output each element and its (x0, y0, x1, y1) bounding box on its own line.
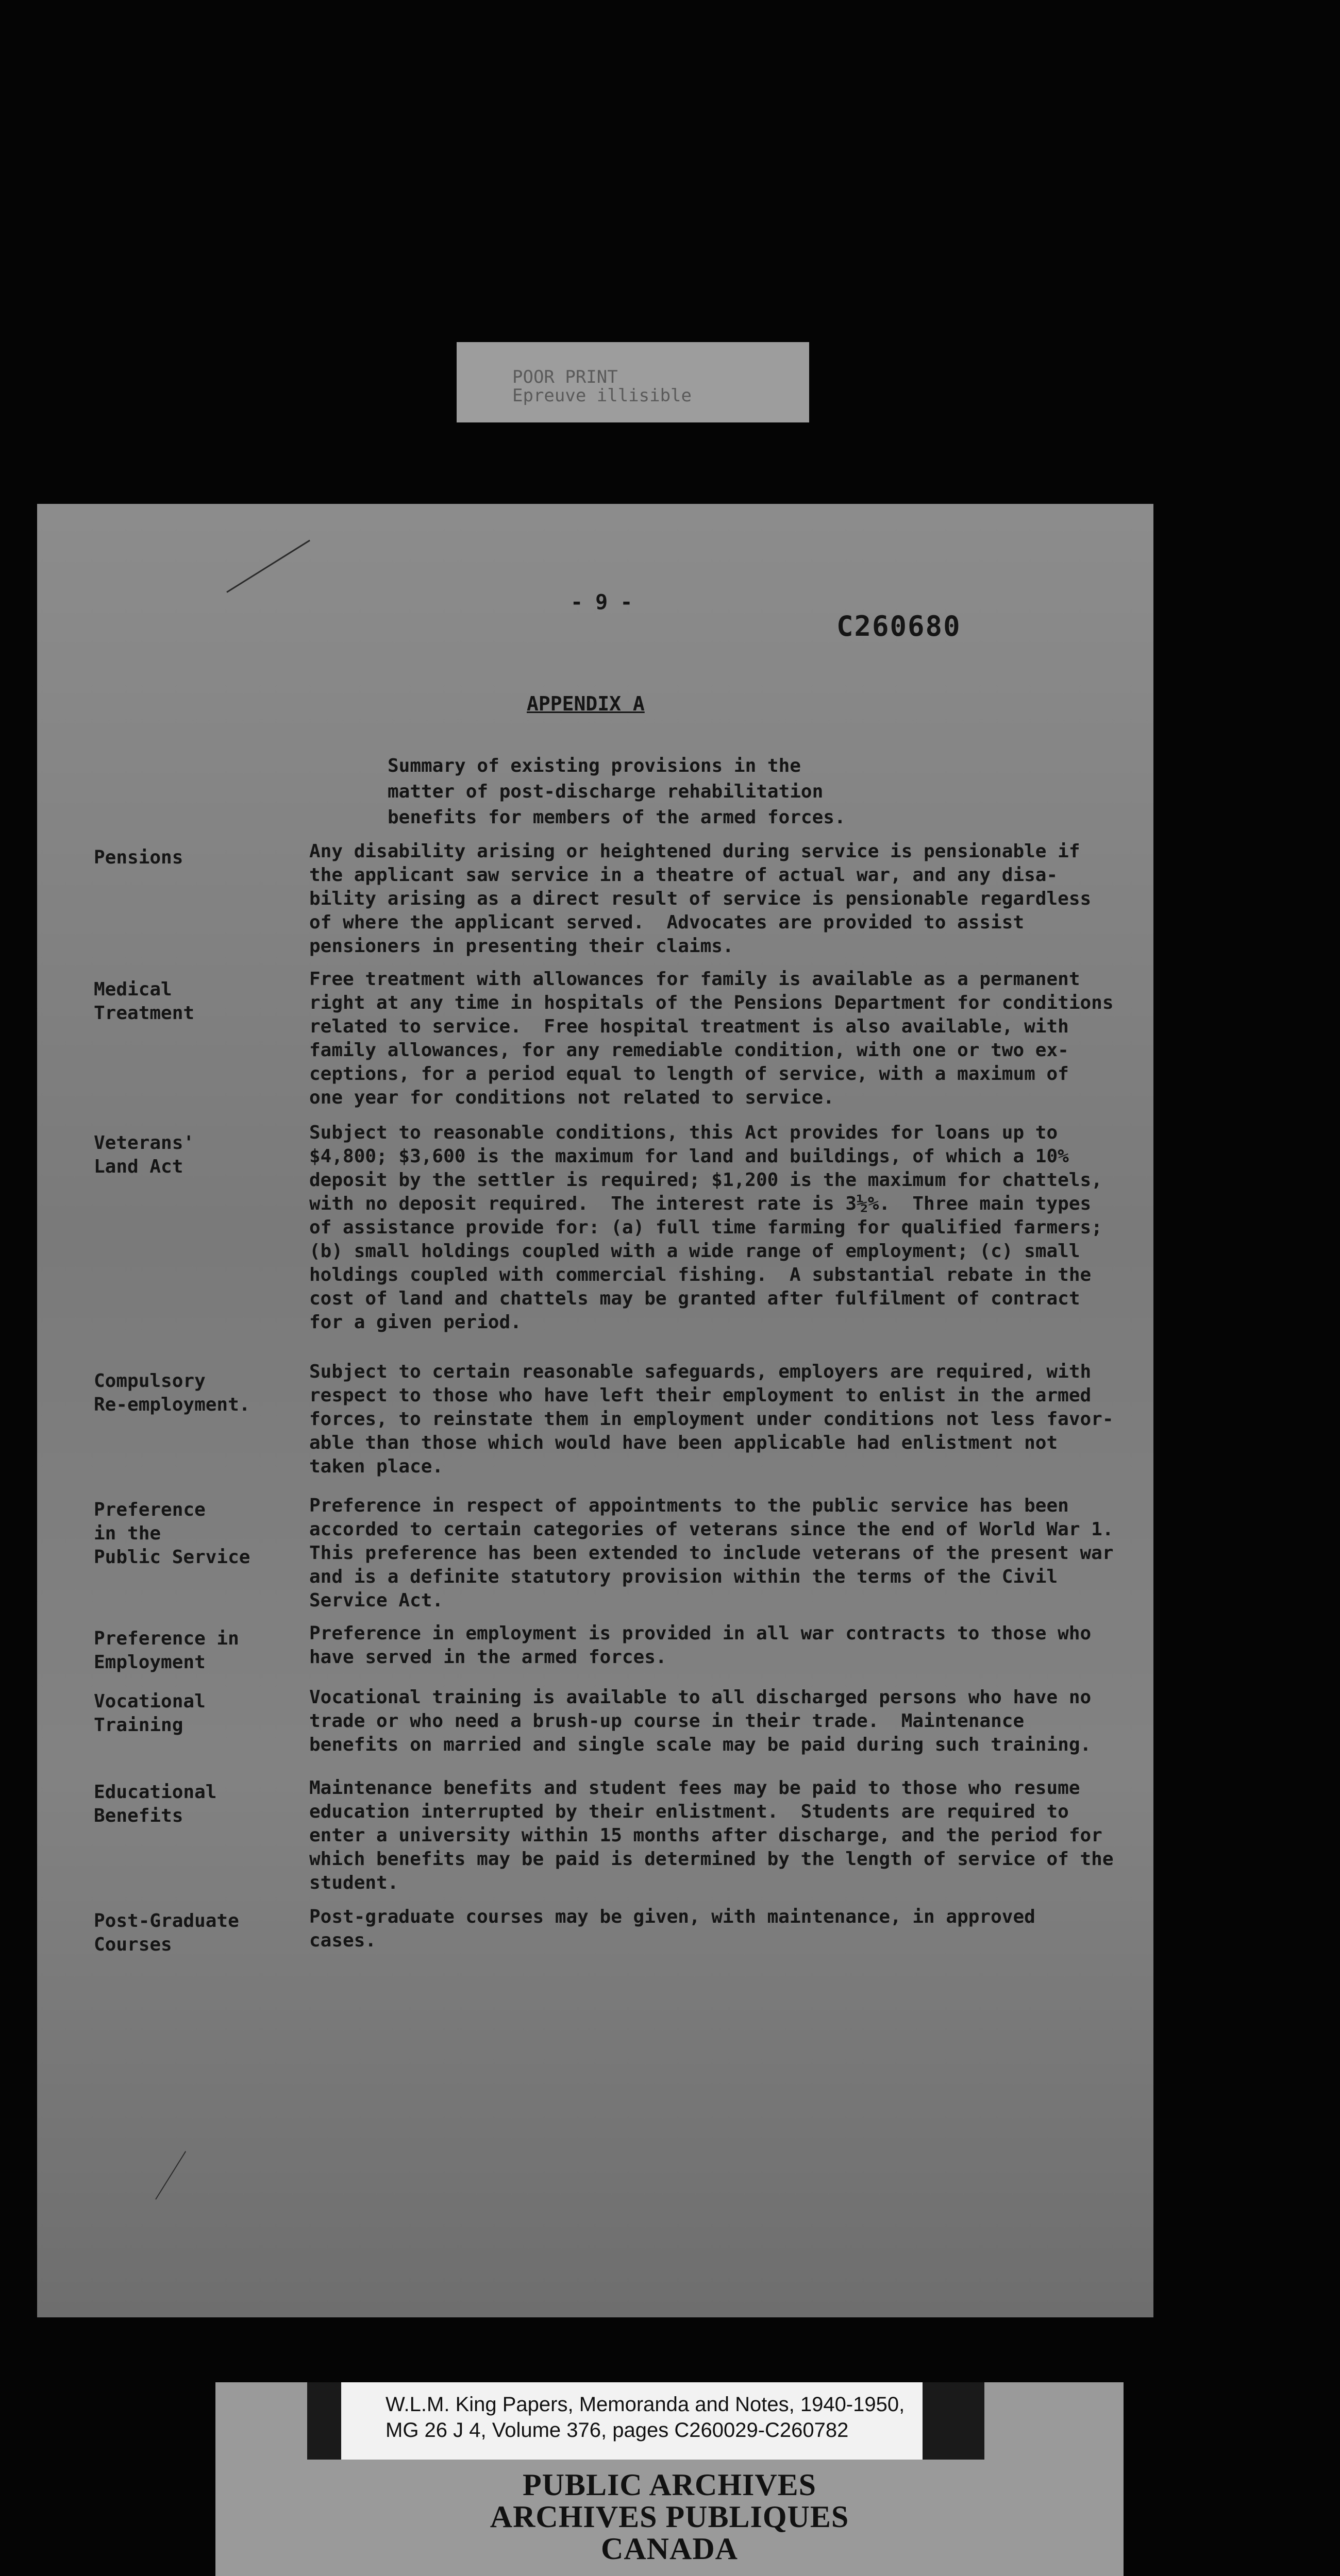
summary-heading: Summary of existing provisions in the matter of post-discharge rehabilitation benefits for members of the armed forces. (388, 755, 846, 828)
section-text-post-graduate-courses: Post-graduate courses may be given, with maintenance, in approved cases. (309, 1906, 1035, 1951)
citation-line1: W.L.M. King Papers, Memoranda and Notes, 1940-1950, (386, 2393, 905, 2416)
section-text-veterans-land-act: Subject to reasonable conditions, this Act provides for loans up to $4,800; $3,600 is the maximum for land and buildings, of which a 10% deposit by the settler is required; $1,200 is the maximum for chattels, with no deposit required. The interest rate is 3½%. Three main types of assistance provide for: (a) full time farming for qualified farmers; (b) small holdings coupled with a wide range of employment; (c) small holdings coupled with commercial fishing. A substantial rebate in the cost of land and chattels may be granted after fulfilment of contract for a given period. (309, 1122, 1102, 1333)
section-text-vocational-training: Vocational training is available to all discharged persons who have no trade or who need a brush-up course in their trade. Maintenance benefits on married and single scale may be paid during such training. (309, 1687, 1092, 1755)
stamp-line3: CANADA (601, 2532, 738, 2566)
section-label-compulsory-reemployment: Compulsory Re-employment. (94, 1370, 250, 1415)
section-text-preference-employment: Preference in employment is provided in all war contracts to those who have served in the armed forces. (309, 1623, 1092, 1668)
poor-print-line2: Epreuve illisible (512, 385, 692, 406)
scratch-mark (226, 540, 310, 593)
section-label-post-graduate-courses: Post-Graduate Courses (94, 1910, 239, 1955)
section-label-veterans-land-act: Veterans' Land Act (94, 1132, 195, 1177)
document-page (37, 504, 1153, 2317)
section-label-vocational-training: Vocational Training (94, 1691, 206, 1736)
document-id: C260680 (836, 610, 961, 642)
appendix-title: APPENDIX A (527, 692, 645, 715)
section-label-pensions: Pensions (94, 847, 183, 868)
archive-card (215, 2382, 1124, 2576)
stamp-line2: ARCHIVES PUBLIQUES (490, 2500, 849, 2534)
section-label-educational-benefits: Educational Benefits (94, 1782, 217, 1826)
archives-stamp (215, 2469, 1124, 2565)
scratch-mark (155, 2151, 186, 2199)
section-label-public-service: Preference in the Public Service (94, 1499, 250, 1568)
section-text-compulsory-reemployment: Subject to certain reasonable safeguards, employers are required, with respect to those who have left their employment to enlist in the armed forces, to reinstate them in employment under conditions not less favor- able than those which would have been applicable had enlistment not taken place. (309, 1361, 1114, 1477)
section-text-pensions: Any disability arising or heightened during service is pensionable if the applicant saw service in a theatre of actual war, and any disa- bility arising as a direct result of service is pensionable regardless of where the applicant served. Advocates are provided to assist pensioners in presenting their claims. (309, 841, 1092, 957)
stamp-line1: PUBLIC ARCHIVES (522, 2468, 817, 2502)
page-number: - 9 - (571, 590, 633, 614)
citation-line2: MG 26 J 4, Volume 376, pages C260029-C260782 (386, 2419, 849, 2442)
poor-print-line1: POOR PRINT (512, 367, 618, 387)
section-text-educational-benefits: Maintenance benefits and student fees may be paid to those who resume education interrupted by their enlistment. Students are required to enter a university within 15 months after discharge, and the period for which benefits may be paid is determined by the length of service of the student. (309, 1777, 1114, 1893)
section-text-public-service: Preference in respect of appointments to the public service has been accorded to certain categories of veterans since the end of World War 1. This preference has been extended to include veterans of the present war and is a definite statutory provision within the terms of the Civil Service Act. (309, 1495, 1114, 1611)
card-right-block (923, 2382, 984, 2460)
section-text-medical-treatment: Free treatment with allowances for family is available as a permanent right at any time in hospitals of the Pensions Department for conditions related to service. Free hospital treatment is also available, with family allowances, for any remediable condition, with one or two ex- ceptions, for a period equal to length of service, with a maximum of one year for conditions not related to service. (309, 969, 1114, 1108)
section-label-preference-employment: Preference in Employment (94, 1628, 239, 1673)
poor-print-label (457, 342, 809, 422)
archive-citation (341, 2382, 923, 2460)
section-label-medical-treatment: Medical Treatment (94, 979, 195, 1024)
